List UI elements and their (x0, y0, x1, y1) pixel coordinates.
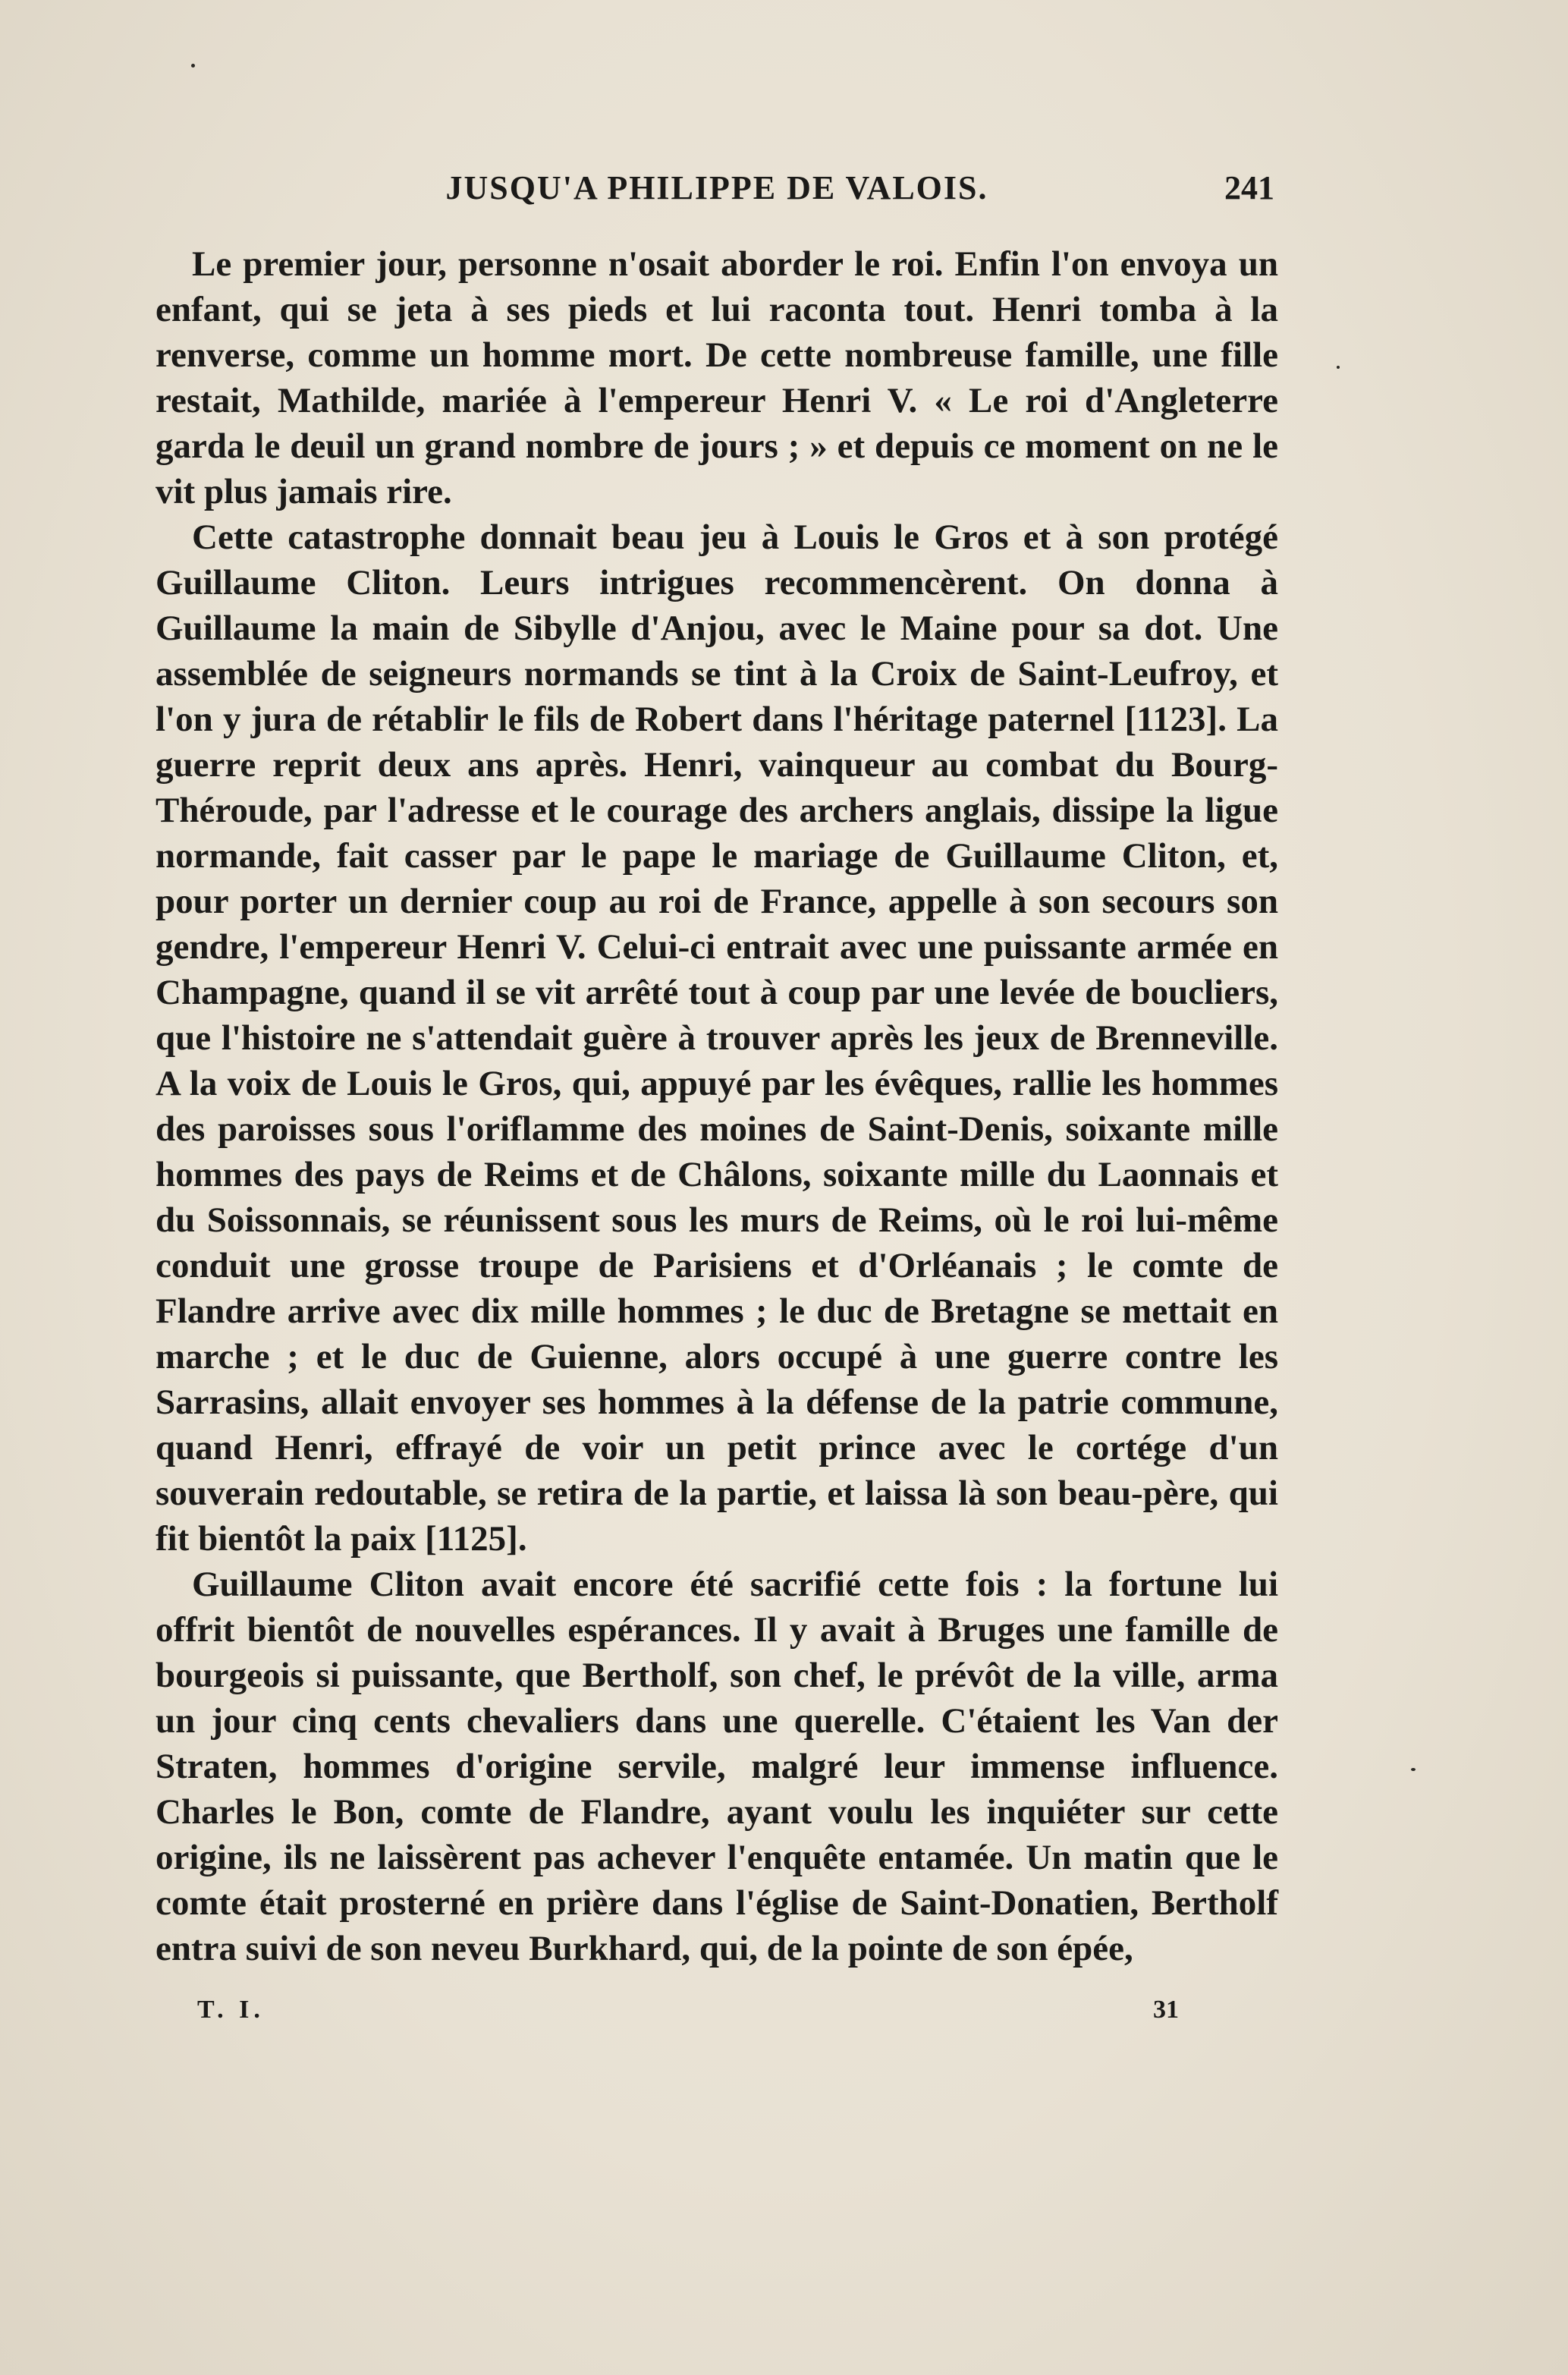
page-number: 241 (1224, 169, 1274, 206)
paragraph: Guillaume Cliton avait encore été sacrifié cette fois : la fortune lui offrit bientôt de nouvelles espérances. Il y avait à Bruges une famille de bourgeois si puissante, que Bertholf, son chef, le prévôt de la ville, arma un jour cinq cents chevaliers dans une querelle. C'étaient les Van der Straten, hommes d'origine servile, malgré leur immense influence. Charles le Bon, comte de Flandre, ayant voulu les inquiéter sur cette origine, ils ne laissèrent pas achever l'enquête entamée. Un matin que le comte était prosterné en prière dans l'église de Saint-Donatien, Bertholf entra suivi de son neveu Burkhard, qui, de la pointe de son épée, (156, 1565, 1278, 1968)
paragraph: Cette catastrophe donnait beau jeu à Louis le Gros et à son protégé Guillaume Cliton. Leurs intrigues recommencèrent. On donna à Guillaume la main de Sibylle d'Anjou, avec le Maine pour sa dot. Une assemblée de seigneurs normands se tint à la Croix de Saint-Leufroy, et l'on y jura de rétablir le fils de Robert dans l'héritage paternel [1123]. La guerre reprit deux ans après. Henri, vainqueur au combat du Bourg-Théroude, par l'adresse et le courage des archers anglais, dissipe la ligue normande, fait casser par le pape le mariage de Guillaume Cliton, et, pour porter un dernier coup au roi de France, appelle à son secours son gendre, l'empereur Henri V. Celui-ci entrait avec une puissante armée en Champagne, quand il se vit arrêté tout à coup par une levée de boucliers, que l'histoire ne s'attendait guère à trouver après les jeux de Brenneville. A la voix de Louis le Gros, qui, appuyé par les évêques, rallie les hommes des paroisses sous l'oriflamme des moines de Saint-Denis, soixante mille hommes des pays de Reims et de Châlons, soixante mille du Laonnais et du Soissonnais, se réunissent sous les murs de Reims, où le roi lui-même conduit une grosse troupe de Parisiens et d'Orléanais ; le comte de Flandre arrive avec dix mille hommes ; le duc de Bretagne se mettait en marche ; et le duc de Guienne, alors occupé à une guerre contre les Sarrasins, allait envoyer ses hommes à la défense de la patrie commune, quand Henri, effrayé de voir un petit prince avec le cortége d'un souverain redoutable, se retira de la partie, et laissa là son beau-père, qui fit bientôt la paix [1125]. (156, 517, 1278, 1559)
paragraph: Le premier jour, personne n'osait aborder le roi. Enfin l'on envoya un enfant, qui se jeta à ses pieds et lui raconta tout. Henri tomba à la renverse, comme un homme mort. De cette nombreuse famille, une fille restait, Mathilde, mariée à l'empereur Henri V. « Le roi d'Angleterre garda le deuil un grand nombre de jours ; » et depuis ce moment on ne le vit plus jamais rire. (156, 244, 1278, 511)
ink-speck (1411, 1768, 1416, 1771)
ink-speck (1337, 366, 1340, 369)
ink-speck (191, 64, 195, 68)
signature-mark: 31 (1153, 1996, 1179, 2024)
volume-mark: T. I. (197, 1996, 265, 2024)
running-title: JUSQU'A PHILIPPE DE VALOIS. (445, 169, 988, 206)
body-text (156, 241, 1278, 1971)
page-footer (197, 1996, 1199, 2041)
running-head (159, 168, 1274, 222)
